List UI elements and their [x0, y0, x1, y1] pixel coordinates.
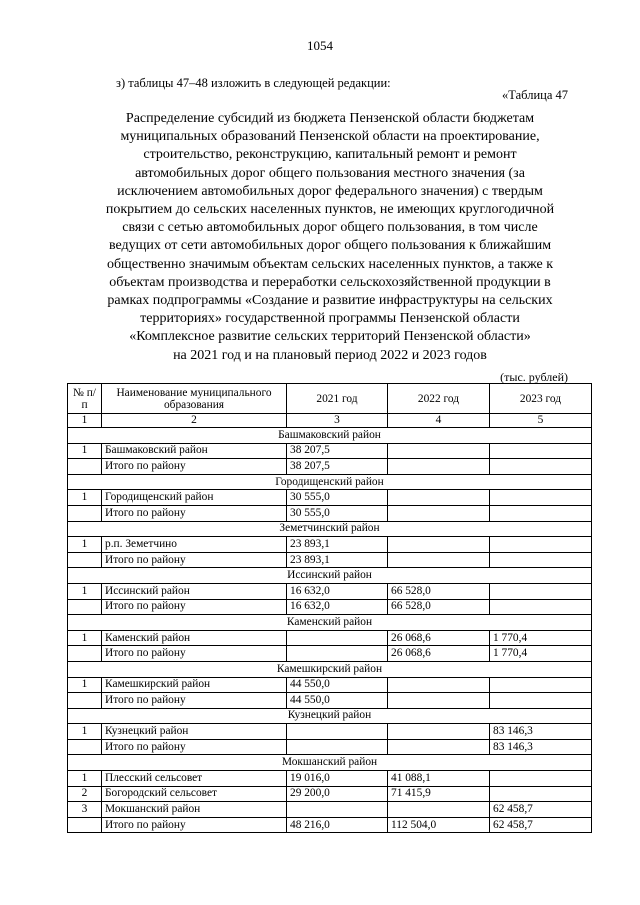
value-2022	[388, 505, 490, 521]
municipality-name: Итого по району	[102, 693, 287, 709]
value-2023: 1 770,4	[490, 646, 592, 662]
row-number	[68, 693, 102, 709]
value-2023: 1 770,4	[490, 630, 592, 646]
municipality-name: Башмаковский район	[102, 443, 287, 459]
region-header-row	[68, 755, 592, 771]
value-2022	[388, 677, 490, 693]
intro-text: з) таблицы 47–48 изложить в следующей редакции:	[116, 76, 391, 90]
table-row	[68, 724, 592, 740]
value-2023: 83 146,3	[490, 724, 592, 740]
row-number	[68, 599, 102, 615]
table-body	[68, 428, 592, 833]
value-2022: 66 528,0	[388, 599, 490, 615]
value-2023	[490, 537, 592, 553]
value-2021: 44 550,0	[287, 677, 388, 693]
municipality-name: Итого по району	[102, 646, 287, 662]
row-number: 1	[68, 677, 102, 693]
row-number: 1	[68, 443, 102, 459]
row-number	[68, 646, 102, 662]
row-number	[68, 505, 102, 521]
row-number	[68, 552, 102, 568]
title-line: объектам производства и переработки сельскохозяйственной продукции в	[109, 274, 551, 290]
title-line: покрытием до сельских населенных пунктов, не имеющих круглогодичной	[105, 202, 555, 218]
value-2023	[490, 693, 592, 709]
region-name: Мокшанский район	[68, 755, 592, 771]
value-2022	[388, 459, 490, 475]
value-2021: 16 632,0	[287, 583, 388, 599]
row-number	[68, 459, 102, 475]
title-line: территориях» государственной программы Пензенской области	[140, 311, 520, 327]
region-name: Городищенский район	[68, 474, 592, 490]
header-2021: 2021 год	[287, 384, 388, 414]
table-row	[68, 443, 592, 459]
table-row	[68, 599, 592, 615]
region-header-row	[68, 615, 592, 631]
municipality-name: Каменский район	[102, 630, 287, 646]
value-2021: 19 016,0	[287, 771, 388, 787]
row-number: 1	[68, 583, 102, 599]
column-index: 3	[287, 414, 388, 428]
municipality-name: Мокшанский район	[102, 802, 287, 818]
value-2022	[388, 537, 490, 553]
value-2021: 30 555,0	[287, 490, 388, 506]
units-label: (тыс. рублей)	[500, 370, 568, 384]
municipality-name: Итого по району	[102, 739, 287, 755]
value-2022	[388, 490, 490, 506]
column-index: 4	[388, 414, 490, 428]
region-name: Башмаковский район	[68, 428, 592, 444]
title-line: общественно значимым объектам сельских населенных пунктов, а также к	[106, 256, 554, 272]
row-number	[68, 739, 102, 755]
value-2022: 112 504,0	[388, 817, 490, 833]
table-reference: «Таблица 47	[502, 88, 568, 102]
table-row	[68, 646, 592, 662]
municipality-name: Иссинский район	[102, 583, 287, 599]
municipality-name: Итого по району	[102, 505, 287, 521]
region-header-row	[68, 474, 592, 490]
column-index: 1	[68, 414, 102, 428]
value-2023	[490, 599, 592, 615]
table-row	[68, 771, 592, 787]
value-2023	[490, 490, 592, 506]
municipality-name: Городищенский район	[102, 490, 287, 506]
row-number	[68, 817, 102, 833]
title-line: на 2021 год и на плановый период 2022 и 2023 годов	[173, 347, 487, 363]
title-line: исключением автомобильных дорог федерального значения) с твердым	[117, 183, 543, 199]
value-2021: 30 555,0	[287, 505, 388, 521]
region-header-row	[68, 708, 592, 724]
table-row	[68, 552, 592, 568]
value-2021: 23 893,1	[287, 537, 388, 553]
value-2022: 26 068,6	[388, 646, 490, 662]
value-2023	[490, 771, 592, 787]
title-line: муниципальных образований Пензенской области на проектирование,	[120, 129, 540, 145]
value-2021: 38 207,5	[287, 443, 388, 459]
municipality-name: Кузнецкий район	[102, 724, 287, 740]
value-2022: 66 528,0	[388, 583, 490, 599]
value-2023	[490, 677, 592, 693]
title-line: рамках подпрограммы «Создание и развитие инфраструктуры на сельских	[107, 293, 553, 309]
header-municipality: Наименование муниципального образования	[102, 384, 287, 414]
title-line: Распределение субсидий из бюджета Пензенской области бюджетам	[125, 111, 535, 126]
value-2021: 38 207,5	[287, 459, 388, 475]
table-header-row	[68, 384, 592, 414]
value-2021	[287, 724, 388, 740]
table-row	[68, 505, 592, 521]
region-name: Земетчинский район	[68, 521, 592, 537]
value-2022	[388, 802, 490, 818]
value-2021: 16 632,0	[287, 599, 388, 615]
table-row	[68, 537, 592, 553]
value-2021	[287, 802, 388, 818]
value-2022: 41 088,1	[388, 771, 490, 787]
table-row	[68, 786, 592, 802]
value-2022	[388, 443, 490, 459]
header-2023: 2023 год	[490, 384, 592, 414]
column-index-row	[68, 414, 592, 428]
value-2022: 26 068,6	[388, 630, 490, 646]
region-name: Кузнецкий район	[68, 708, 592, 724]
municipality-name: Итого по району	[102, 817, 287, 833]
region-name: Иссинский район	[68, 568, 592, 584]
value-2022	[388, 724, 490, 740]
region-header-row	[68, 661, 592, 677]
page-number: 1054	[307, 38, 333, 53]
value-2023: 62 458,7	[490, 802, 592, 818]
value-2023	[490, 583, 592, 599]
municipality-name: Итого по району	[102, 552, 287, 568]
table-row	[68, 630, 592, 646]
region-header-row	[68, 568, 592, 584]
column-index: 2	[102, 414, 287, 428]
title-line: ведущих от сети автомобильных дорог общего пользования к ближайшим	[108, 238, 552, 254]
municipality-name: Плесский сельсовет	[102, 771, 287, 787]
header-2022: 2022 год	[388, 384, 490, 414]
title-line: строительство, реконструкцию, капитальный ремонт и ремонт	[143, 147, 517, 163]
value-2023	[490, 505, 592, 521]
value-2021	[287, 739, 388, 755]
table-row	[68, 817, 592, 833]
municipality-name: Богородский сельсовет	[102, 786, 287, 802]
table-row	[68, 459, 592, 475]
value-2021: 48 216,0	[287, 817, 388, 833]
municipality-name: р.п. Земетчино	[102, 537, 287, 553]
value-2021: 29 200,0	[287, 786, 388, 802]
row-number: 1	[68, 630, 102, 646]
value-2023	[490, 552, 592, 568]
table-row	[68, 802, 592, 818]
value-2023: 83 146,3	[490, 739, 592, 755]
column-index: 5	[490, 414, 592, 428]
row-number: 3	[68, 802, 102, 818]
region-name: Каменский район	[68, 615, 592, 631]
row-number: 1	[68, 490, 102, 506]
row-number: 1	[68, 771, 102, 787]
value-2023	[490, 459, 592, 475]
title-line: «Комплексное развитие сельских территорий Пензенской области»	[129, 329, 531, 345]
table-row	[68, 693, 592, 709]
value-2022	[388, 693, 490, 709]
region-header-row	[68, 428, 592, 444]
value-2023: 62 458,7	[490, 817, 592, 833]
row-number: 1	[68, 537, 102, 553]
header-number: № п/п	[68, 384, 102, 414]
municipality-name: Итого по району	[102, 599, 287, 615]
value-2021: 44 550,0	[287, 693, 388, 709]
municipality-name: Камешкирский район	[102, 677, 287, 693]
title-line: связи с сетью автомобильных дорог общего пользования, в том числе	[122, 220, 538, 236]
row-number: 2	[68, 786, 102, 802]
table-row	[68, 677, 592, 693]
value-2022	[388, 739, 490, 755]
table-row	[68, 583, 592, 599]
value-2023	[490, 786, 592, 802]
row-number: 1	[68, 724, 102, 740]
table-row	[68, 490, 592, 506]
value-2021	[287, 630, 388, 646]
municipality-name: Итого по району	[102, 459, 287, 475]
document-title	[70, 110, 590, 365]
value-2022: 71 415,9	[388, 786, 490, 802]
value-2022	[388, 552, 490, 568]
table-row	[68, 739, 592, 755]
region-name: Камешкирский район	[68, 661, 592, 677]
subsidy-table	[67, 383, 592, 833]
value-2023	[490, 443, 592, 459]
value-2021	[287, 646, 388, 662]
region-header-row	[68, 521, 592, 537]
value-2021: 23 893,1	[287, 552, 388, 568]
title-line: автомобильных дорог общего пользования местного значения (за	[135, 165, 525, 181]
